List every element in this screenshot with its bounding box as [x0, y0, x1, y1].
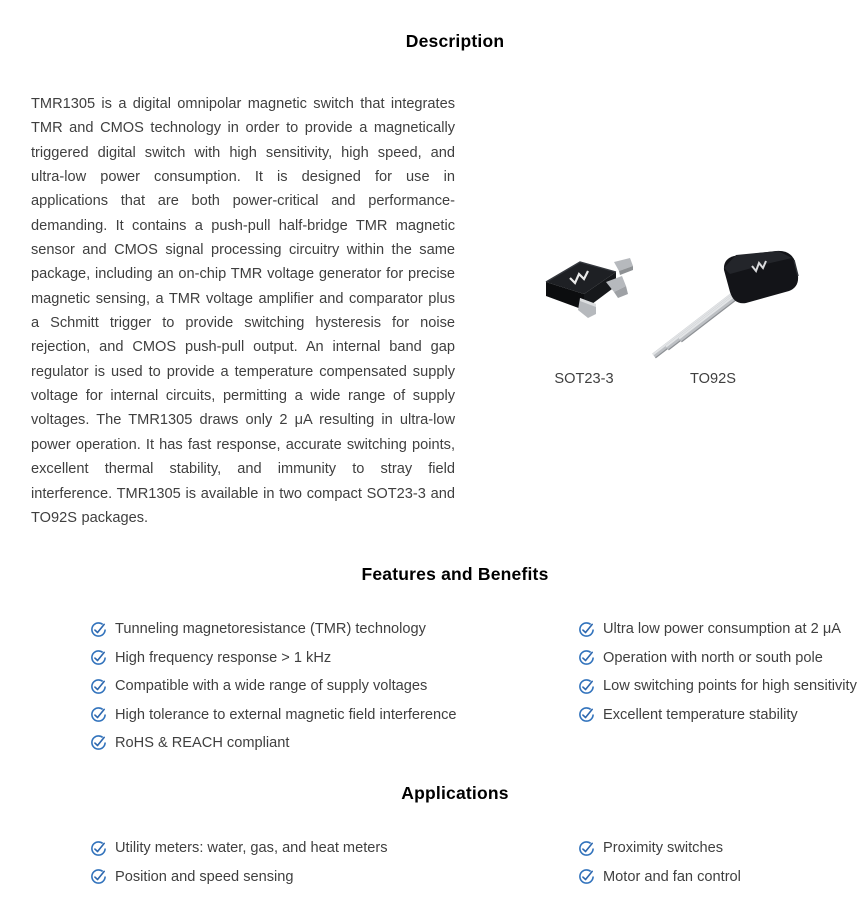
feature-item [578, 700, 857, 728]
applications-column-left [90, 834, 578, 891]
package-label-sot23-3: SOT23-3 [554, 371, 614, 387]
applications-list [90, 834, 865, 891]
feature-item [90, 729, 578, 757]
application-item [90, 834, 578, 862]
feature-item [90, 672, 578, 700]
feature-item [90, 700, 578, 728]
feature-item [578, 644, 857, 672]
feature-item [90, 644, 578, 672]
application-text: Motor and fan control [603, 868, 741, 885]
feature-text: Ultra low power consumption at 2 μA [603, 621, 841, 638]
applications-column-right [578, 834, 741, 891]
feature-item [578, 672, 857, 700]
to92s-package-image [648, 250, 808, 375]
applications-heading: Applications [401, 783, 509, 804]
application-item [578, 863, 741, 891]
features-column-left [90, 615, 578, 757]
features-list [90, 615, 865, 757]
description-section [31, 92, 865, 530]
feature-text: Operation with north or south pole [603, 649, 823, 666]
features-column-right [578, 615, 857, 757]
feature-text: Tunneling magnetoresistance (TMR) technology [115, 621, 426, 638]
check-circle-icon [90, 706, 107, 723]
check-circle-icon [578, 706, 595, 723]
check-circle-icon [90, 868, 107, 885]
check-circle-icon [578, 840, 595, 857]
check-circle-icon [578, 868, 595, 885]
application-text: Position and speed sensing [115, 868, 294, 885]
check-circle-icon [578, 649, 595, 666]
feature-item [90, 615, 578, 643]
check-circle-icon [90, 734, 107, 751]
feature-text: High tolerance to external magnetic field interference [115, 706, 457, 723]
features-heading: Features and Benefits [361, 564, 549, 585]
sot23-3-package-image [540, 242, 646, 332]
description-paragraph: TMR1305 is a digital omnipolar magnetic switch that integrates TMR and CMOS technology in order to provide a magnetically triggered digital switch with high sensitivity, high speed, and ultra-low power consumption. It is designed for use in applications that are both power-critical and performance-demanding. It contains a push-pull half-bridge TMR magnetic sensor and CMOS signal processing circuitry within the same package, including an on-chip TMR voltage generator for precise magnetic sensing, a TMR voltage amplifier and comparator plus a Schmitt trigger to provide switching hysteresis for noise rejection, and CMOS push-pull output. An internal band gap regulator is used to provide a temperature compensated supply voltage for internal circuits, permitting a wide range of supply voltages. The TMR1305 draws only 2 μA resulting in ultra-low power operation. It has fast response, accurate switching points, excellent thermal stability, and immunity to stray field interference. TMR1305 is available in two compact SOT23-3 and TO92S packages. [31, 96, 455, 526]
datasheet-page [31, 0, 865, 891]
description-heading: Description [405, 31, 505, 51]
check-circle-icon [578, 678, 595, 695]
feature-text: High frequency response > 1 kHz [115, 649, 332, 666]
check-circle-icon [578, 621, 595, 638]
check-circle-icon [90, 840, 107, 857]
feature-text: Low switching points for high sensitivity [603, 678, 857, 695]
application-item [90, 863, 578, 891]
check-circle-icon [90, 621, 107, 638]
check-circle-icon [90, 678, 107, 695]
feature-text: Compatible with a wide range of supply voltages [115, 678, 428, 695]
application-text: Proximity switches [603, 840, 724, 857]
package-figures [455, 92, 865, 530]
application-item [578, 834, 741, 862]
application-text: Utility meters: water, gas, and heat meters [115, 840, 388, 857]
feature-text: Excellent temperature stability [603, 706, 798, 723]
package-label-to92s: TO92S [690, 371, 736, 387]
feature-text: RoHS & REACH compliant [115, 734, 290, 751]
check-circle-icon [90, 649, 107, 666]
feature-item [578, 615, 857, 643]
